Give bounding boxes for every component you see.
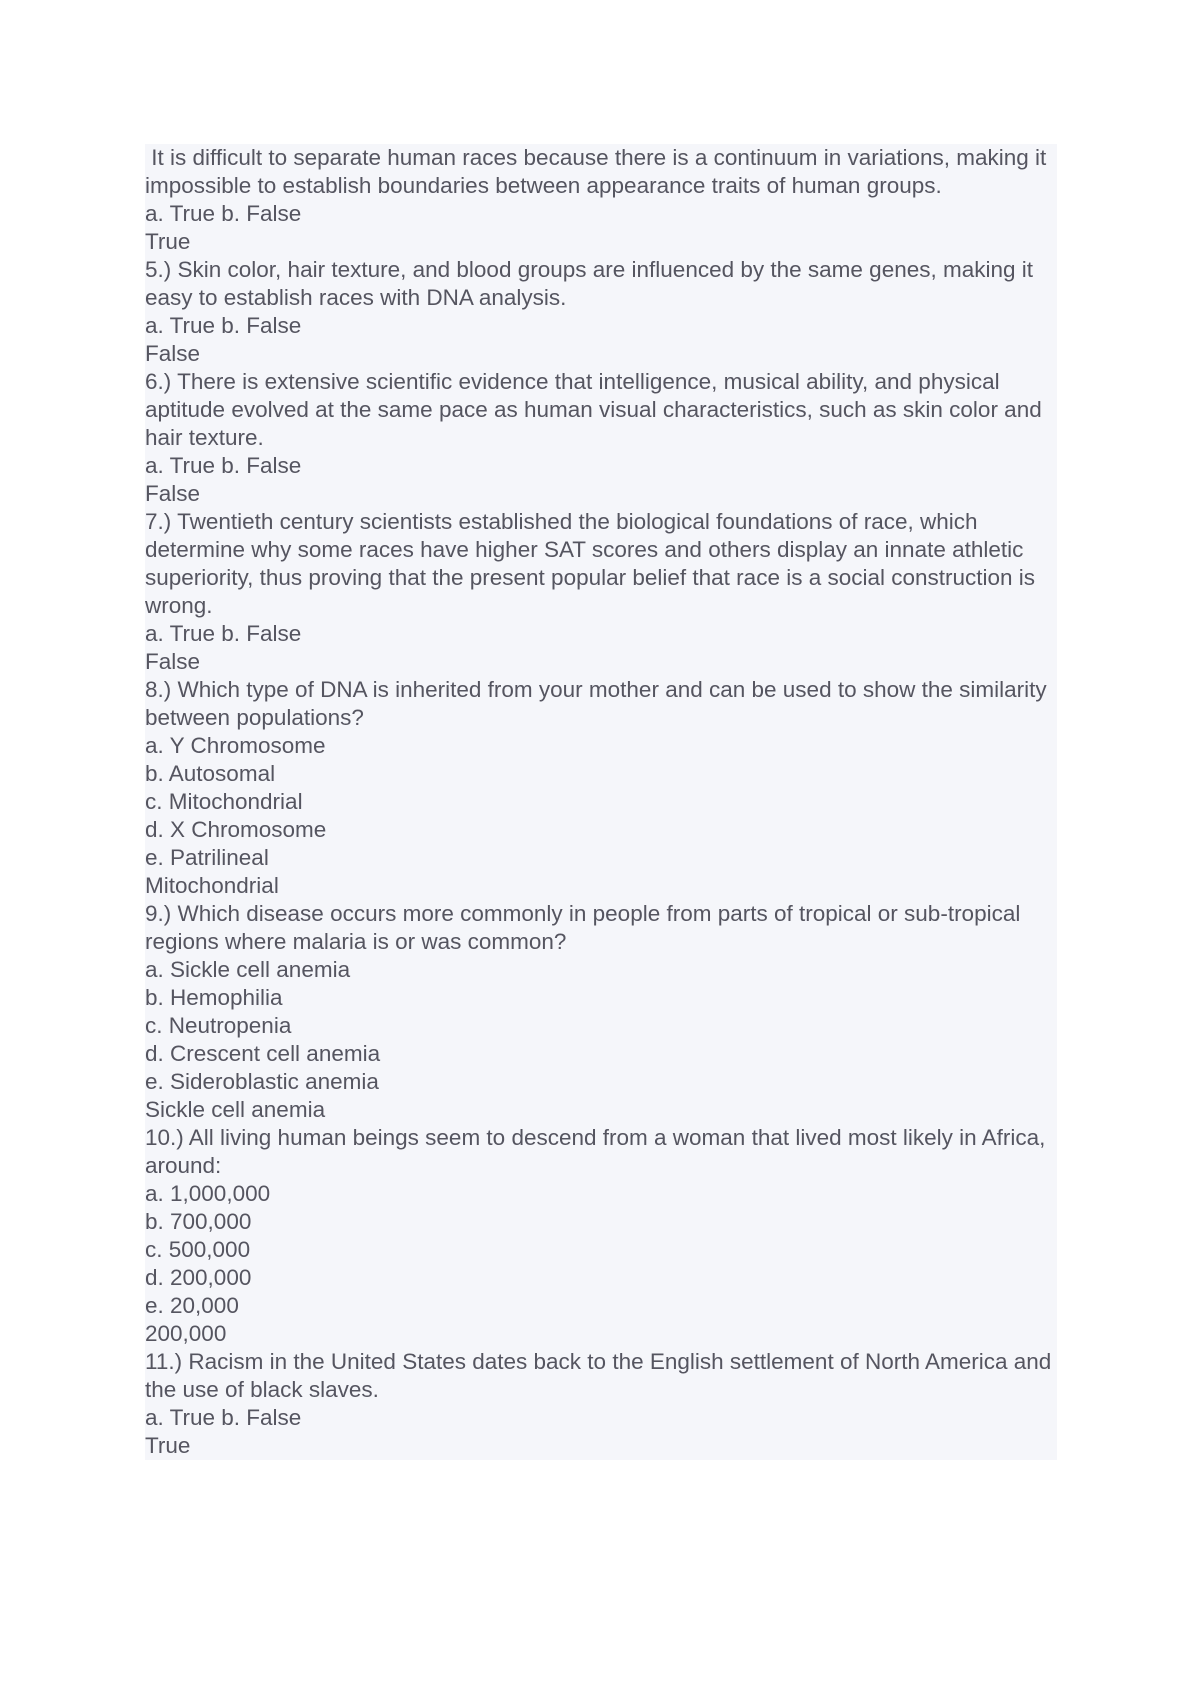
answer-options: a. True b. False bbox=[145, 1405, 302, 1430]
answer-option: b. Autosomal bbox=[145, 761, 276, 786]
answer-key: False bbox=[145, 649, 201, 674]
answer-key: True bbox=[145, 229, 191, 254]
answer-option: d. Crescent cell anemia bbox=[145, 1041, 381, 1066]
answer-option: a. 1,000,000 bbox=[145, 1181, 271, 1206]
question-text: 11.) Racism in the United States dates back to the English settlement of North America and the use of black slaves. bbox=[145, 1349, 1058, 1402]
answer-key: False bbox=[145, 341, 201, 366]
answer-option: e. Patrilineal bbox=[145, 845, 269, 870]
answer-options: a. True b. False bbox=[145, 201, 302, 226]
answer-option: c. Neutropenia bbox=[145, 1013, 292, 1038]
answer-option: b. Hemophilia bbox=[145, 985, 283, 1010]
answer-options: a. True b. False bbox=[145, 621, 302, 646]
quiz-text-block bbox=[145, 144, 1057, 1460]
answer-key: False bbox=[145, 481, 201, 506]
answer-option: e. Sideroblastic anemia bbox=[145, 1069, 379, 1094]
answer-option: c. Mitochondrial bbox=[145, 789, 303, 814]
answer-options: a. True b. False bbox=[145, 453, 302, 478]
answer-option: e. 20,000 bbox=[145, 1293, 239, 1318]
question-text: 5.) Skin color, hair texture, and blood groups are influenced by the same genes, making it easy to establish races with DNA analysis. bbox=[145, 257, 1040, 310]
answer-key: Mitochondrial bbox=[145, 873, 279, 898]
question-text: It is difficult to separate human races because there is a continuum in variations, making it impossible to establish boundaries between appearance traits of human groups. bbox=[145, 145, 1053, 198]
question-text: 9.) Which disease occurs more commonly in people from parts of tropical or sub-tropical regions where malaria is or was common? bbox=[145, 901, 1027, 954]
answer-key: 200,000 bbox=[145, 1321, 227, 1346]
answer-option: b. 700,000 bbox=[145, 1209, 252, 1234]
answer-option: a. Y Chromosome bbox=[145, 733, 326, 758]
answer-option: d. X Chromosome bbox=[145, 817, 327, 842]
answer-options: a. True b. False bbox=[145, 313, 302, 338]
answer-key: True bbox=[145, 1433, 191, 1458]
question-text: 10.) All living human beings seem to descend from a woman that lived most likely in Africa, around: bbox=[145, 1125, 1052, 1178]
question-text: 8.) Which type of DNA is inherited from your mother and can be used to show the similarity between populations? bbox=[145, 677, 1053, 730]
answer-option: a. Sickle cell anemia bbox=[145, 957, 351, 982]
answer-option: d. 200,000 bbox=[145, 1265, 252, 1290]
question-text: 6.) There is extensive scientific evidence that intelligence, musical ability, and physical aptitude evolved at the same pace as human visual characteristics, such as skin color and hair texture. bbox=[145, 369, 1048, 450]
question-text: 7.) Twentieth century scientists established the biological foundations of race, which determine why some races have higher SAT scores and others display an innate athletic superiority, thus proving that the present popular belief that race is a social construction is wrong. bbox=[145, 509, 1042, 618]
answer-key: Sickle cell anemia bbox=[145, 1097, 326, 1122]
answer-option: c. 500,000 bbox=[145, 1237, 251, 1262]
